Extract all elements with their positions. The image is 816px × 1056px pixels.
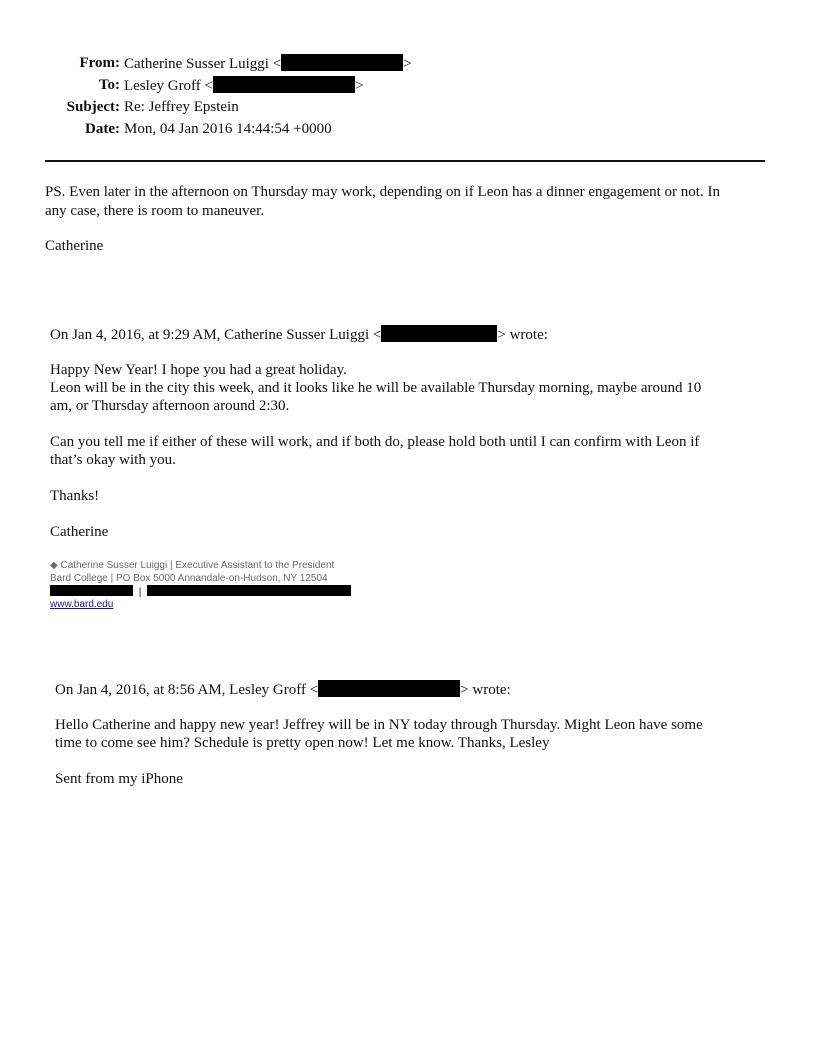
quote-line: Can you tell me if either of these will work, and if both do, please hold both until I can confirm with Leon if <box>50 434 700 450</box>
bard-website-link[interactable]: www.bard.edu <box>50 599 114 610</box>
email-signature-address: Bard College | PO Box 5000 Annandale-on-Hudson, NY 12504 <box>50 573 328 584</box>
redaction-box <box>381 325 497 342</box>
ps-line-1: PS. Even later in the afternoon on Thursday may work, depending on if Leon has a dinner engagement or not. In <box>45 184 720 200</box>
redaction-box <box>147 585 351 596</box>
date-value: Mon, 04 Jan 2016 14:44:54 +0000 <box>124 121 332 137</box>
redaction-box <box>281 54 403 71</box>
sent-from-line: Sent from my iPhone <box>55 771 183 787</box>
email-signature-contact: | <box>50 585 351 599</box>
date-label: Date: <box>85 121 120 137</box>
redaction-box <box>318 680 460 697</box>
quote-attribution: On Jan 4, 2016, at 8:56 AM, Lesley Groff < > wrote: <box>55 682 511 698</box>
quote-line: Happy New Year! I hope you had a great holiday. <box>50 362 347 378</box>
from-name: Catherine Susser Luiggi < <box>124 56 282 72</box>
quote-thanks: Thanks! <box>50 488 100 504</box>
quote-line: am, or Thursday afternoon around 2:30. <box>50 398 290 414</box>
quote-line: Hello Catherine and happy new year! Jeffrey will be in NY today through Thursday. Might Leon have some <box>55 717 703 733</box>
to-label: To: <box>98 77 120 93</box>
subject-label: Subject: <box>66 99 120 115</box>
from-label: From: <box>79 55 120 71</box>
ps-line-2: any case, there is room to maneuver. <box>45 203 265 219</box>
header-divider <box>45 160 765 162</box>
quote-attribution: On Jan 4, 2016, at 9:29 AM, Catherine Susser Luiggi < > wrote: <box>50 327 548 343</box>
to-value: Lesley Groff < > <box>124 78 364 94</box>
signature-name: Catherine <box>45 238 104 254</box>
quote-signature-name: Catherine <box>50 524 109 540</box>
redaction-box <box>213 76 355 93</box>
subject-value: Re: Jeffrey Epstein <box>124 99 239 115</box>
from-value: Catherine Susser Luiggi < > <box>124 56 412 72</box>
to-name: Lesley Groff < <box>124 78 213 94</box>
redaction-box <box>50 585 133 596</box>
quote-line: time to come see him? Schedule is pretty open now! Let me know. Thanks, Lesley <box>55 735 550 751</box>
quote-line: that’s okay with you. <box>50 452 176 468</box>
email-signature-title: ◆ Catherine Susser Luiggi | Executive Assistant to the President <box>50 560 335 571</box>
quote-line: Leon will be in the city this week, and it looks like he will be available Thursday morning, maybe around 10 <box>50 380 702 396</box>
